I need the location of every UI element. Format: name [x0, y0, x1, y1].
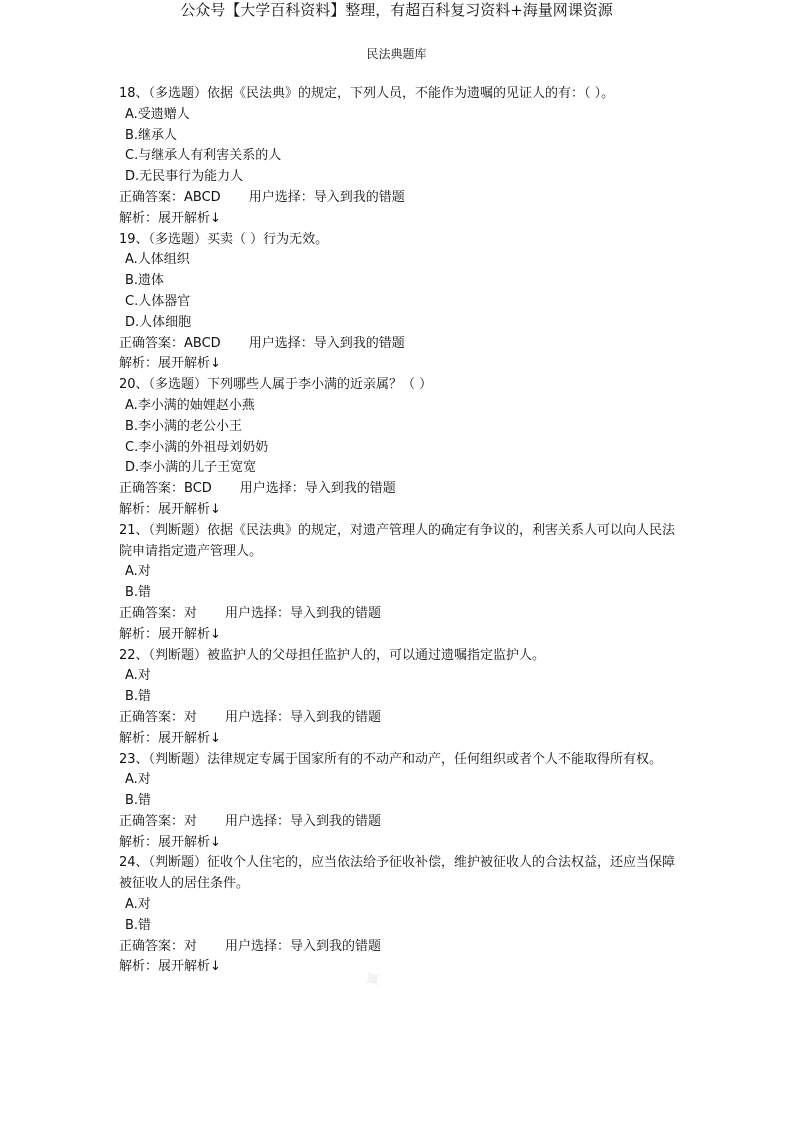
- answer-option: D.人体细胞: [125, 314, 192, 330]
- answer-option: A.对: [125, 564, 151, 580]
- watermark-icon: ✦: [353, 959, 393, 1000]
- answer-option: C.与继承人有利害关系的人: [125, 148, 282, 164]
- correct-answer-value: ABCD: [184, 335, 221, 351]
- question-stem: 21、（判断题）依据《民法典》的规定，对遗产管理人的确定有争议的，利害关系人可以向人民法院申请指定遗产管理人。: [119, 522, 676, 559]
- answer-line: [119, 334, 684, 355]
- answer-option: D.无民事行为能力人: [125, 169, 244, 185]
- answer-option: A.对: [125, 772, 151, 788]
- question-stem: 22、（判断题）被监护人的父母担任监护人的，可以通过遗嘱指定监护人。: [119, 647, 546, 663]
- expand-analysis-link[interactable]: 解析：展开解析↓: [119, 959, 221, 975]
- expand-analysis-link[interactable]: 解析：展开解析↓: [119, 834, 221, 850]
- answer-option: A.对: [125, 668, 151, 684]
- answer-option: B.错: [125, 689, 152, 705]
- answer-option: B.错: [125, 917, 152, 933]
- correct-answer-label: 正确答案：: [119, 189, 185, 205]
- correct-answer-label: 正确答案：: [119, 938, 185, 954]
- correct-answer-value: 对: [184, 605, 198, 621]
- page-banner: 公众号【大学百科资料】整理，有超百科复习资料+海量网课资源: [180, 1, 613, 19]
- question-block: [119, 230, 684, 376]
- correct-answer-value: 对: [184, 709, 198, 725]
- user-choice-link[interactable]: 用户选择：导入到我的错题: [239, 481, 396, 497]
- answer-line: [119, 708, 684, 729]
- answer-option: B.错: [125, 585, 152, 601]
- user-choice-link[interactable]: 用户选择：导入到我的错题: [225, 938, 382, 954]
- correct-answer-label: 正确答案：: [119, 605, 185, 621]
- answer-option: A.人体组织: [125, 252, 190, 268]
- answer-option: B.继承人: [125, 127, 178, 143]
- answer-line: [119, 812, 684, 833]
- answer-option: A.对: [125, 897, 151, 913]
- correct-answer-value: ABCD: [184, 189, 221, 205]
- correct-answer-value: BCD: [184, 481, 212, 497]
- question-stem: 18、（多选题）依据《民法典》的规定，下列人员，不能作为遗嘱的见证人的有：（ ）。: [119, 86, 615, 101]
- question-block: [119, 521, 684, 646]
- question-block: [119, 750, 684, 854]
- question-list: [119, 84, 684, 978]
- answer-option: B.李小满的老公小王: [125, 418, 243, 434]
- correct-answer-label: 正确答案：: [119, 481, 185, 497]
- document-title: 民法典题库: [366, 47, 427, 61]
- question-block: [119, 646, 684, 750]
- answer-line: [119, 604, 684, 625]
- answer-line: [119, 188, 684, 209]
- question-stem: 24、（判断题）征收个人住宅的，应当依法给予征收补偿，维护被征收人的合法权益，还应当保障被征收人的居住条件。: [119, 855, 676, 892]
- expand-analysis-link[interactable]: 解析：展开解析↓: [119, 356, 221, 372]
- answer-line: [119, 479, 684, 500]
- answer-option: B.遗体: [125, 273, 165, 289]
- answer-option: B.错: [125, 793, 152, 809]
- correct-answer-label: 正确答案：: [119, 813, 185, 829]
- user-choice-link[interactable]: 用户选择：导入到我的错题: [225, 605, 382, 621]
- question-block: [119, 375, 684, 521]
- correct-answer-value: 对: [184, 813, 198, 829]
- user-choice-link[interactable]: 用户选择：导入到我的错题: [248, 189, 405, 205]
- question-stem: 19、（多选题）买卖（ ）行为无效。: [119, 231, 329, 247]
- question-stem: 20、（多选题）下列哪些人属于李小满的近亲属？（ ）: [119, 377, 433, 393]
- user-choice-link[interactable]: 用户选择：导入到我的错题: [248, 335, 405, 351]
- correct-answer-label: 正确答案：: [119, 709, 185, 725]
- answer-option: A.李小满的妯娌赵小燕: [125, 397, 255, 413]
- expand-analysis-link[interactable]: 解析：展开解析↓: [119, 501, 221, 517]
- answer-option: A.受遗赠人: [125, 106, 190, 122]
- expand-analysis-link[interactable]: 解析：展开解析↓: [119, 730, 221, 746]
- question-block: [119, 84, 684, 230]
- answer-option: C.人体器官: [125, 293, 191, 309]
- correct-answer-label: 正确答案：: [119, 335, 185, 351]
- question-stem: 23、（判断题）法律规定专属于国家所有的不动产和动产，任何组织或者个人不能取得所有权。: [119, 751, 663, 767]
- user-choice-link[interactable]: 用户选择：导入到我的错题: [225, 813, 382, 829]
- expand-analysis-link[interactable]: 解析：展开解析↓: [119, 626, 221, 642]
- expand-analysis-link[interactable]: 解析：展开解析↓: [119, 210, 221, 226]
- user-choice-link[interactable]: 用户选择：导入到我的错题: [225, 709, 382, 725]
- answer-option: D.李小满的儿子王宽宽: [125, 460, 257, 476]
- answer-option: C.李小满的外祖母刘奶奶: [125, 439, 269, 455]
- correct-answer-value: 对: [184, 938, 198, 954]
